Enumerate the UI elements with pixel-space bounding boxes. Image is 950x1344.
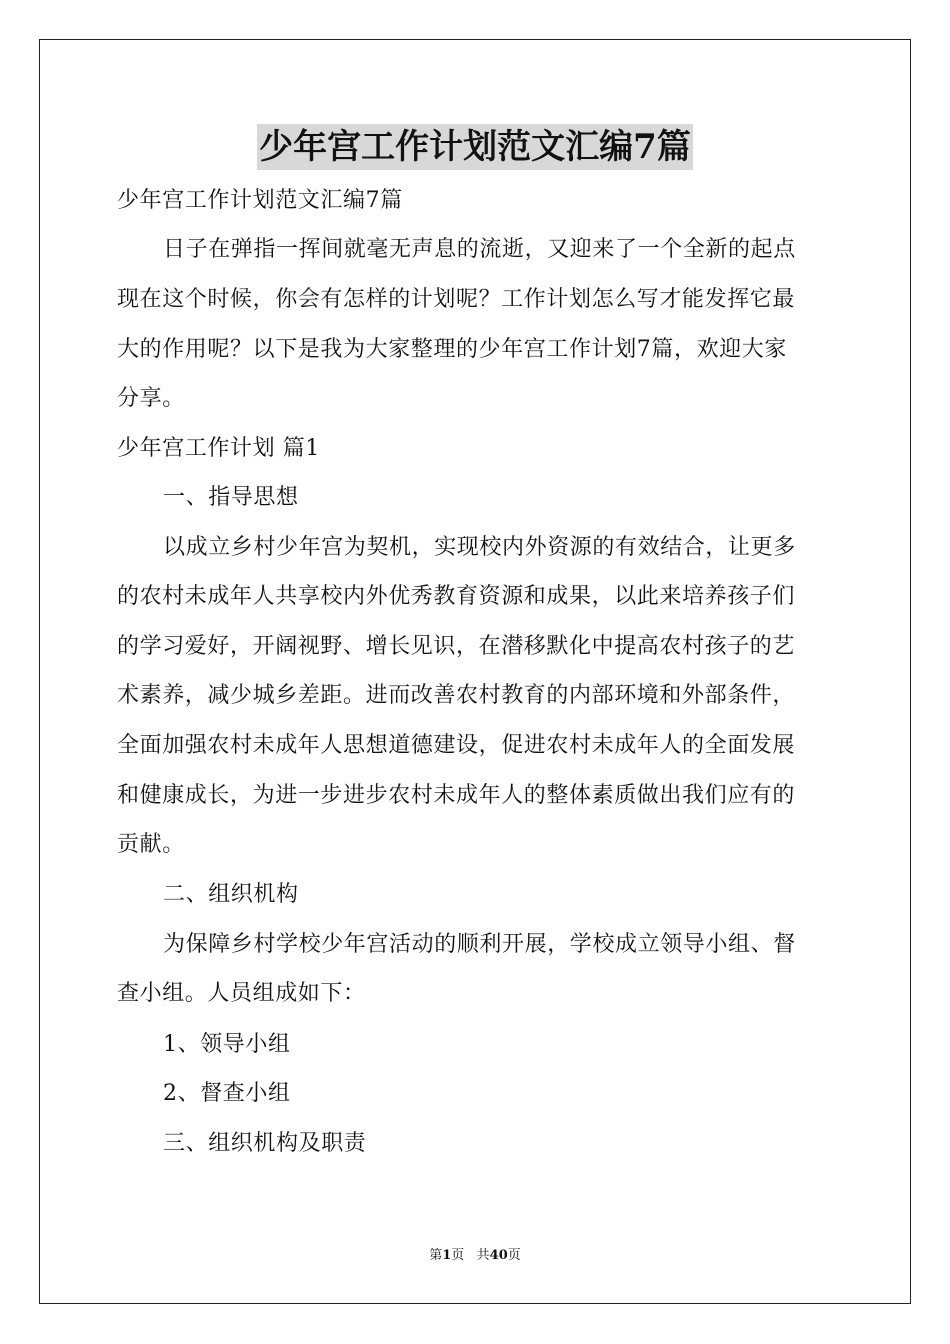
section-heading: 少年宫工作计划 篇1 (117, 436, 320, 461)
page-border (39, 39, 911, 1304)
paragraph-line: 全面加强农村未成年人思想道德建设，促进农村未成年人的全面发展 (117, 733, 796, 758)
paragraph-line: 和健康成长，为进一步进步农村未成年人的整体素质做出我们应有的 (117, 783, 796, 808)
paragraph-line: 的学习爱好，开阔视野、增长见识，在潜移默化中提高农村孩子的艺 (117, 634, 796, 659)
paragraph-line: 分享。 (117, 386, 185, 411)
paragraph-line: 现在这个时候，你会有怎样的计划呢？工作计划怎么写才能发挥它最 (117, 287, 796, 312)
footer-total-pages: 40 (489, 1248, 508, 1263)
paragraph-line: 查小组。人员组成如下： (117, 981, 366, 1006)
footer-middle: 页 共 (451, 1248, 490, 1263)
subsection-heading: 三、组织机构及职责 (163, 1131, 367, 1156)
title-wrap (0, 124, 950, 170)
paragraph-line: 大的作用呢？以下是我为大家整理的少年宫工作计划7篇，欢迎大家 (117, 337, 787, 362)
paragraph-line: 贡献。 (117, 832, 185, 857)
list-item: 2、督查小组 (163, 1081, 291, 1106)
page-footer (0, 1247, 950, 1265)
subtitle-line: 少年宫工作计划范文汇编7篇 (117, 188, 403, 213)
subsection-heading: 二、组织机构 (163, 882, 299, 907)
list-item: 1、领导小组 (163, 1032, 291, 1057)
footer-suffix: 页 (507, 1248, 521, 1263)
footer-page-number: 1 (442, 1248, 452, 1263)
document-title: 少年宫工作计划范文汇编7篇 (257, 124, 693, 170)
paragraph-line: 为保障乡村学校少年宫活动的顺利开展，学校成立领导小组、督 (163, 932, 796, 957)
paragraph-line: 日子在弹指一挥间就毫无声息的流逝，又迎来了一个全新的起点 (163, 237, 796, 262)
paragraph-line: 的农村未成年人共享校内外优秀教育资源和成果，以此来培养孩子们 (117, 584, 796, 609)
footer-prefix: 第 (429, 1248, 443, 1263)
paragraph-line: 以成立乡村少年宫为契机，实现校内外资源的有效结合，让更多 (163, 535, 796, 560)
paragraph-line: 术素养，减少城乡差距。进而改善农村教育的内部环境和外部条件， (117, 683, 796, 708)
subsection-heading: 一、指导思想 (163, 485, 299, 510)
